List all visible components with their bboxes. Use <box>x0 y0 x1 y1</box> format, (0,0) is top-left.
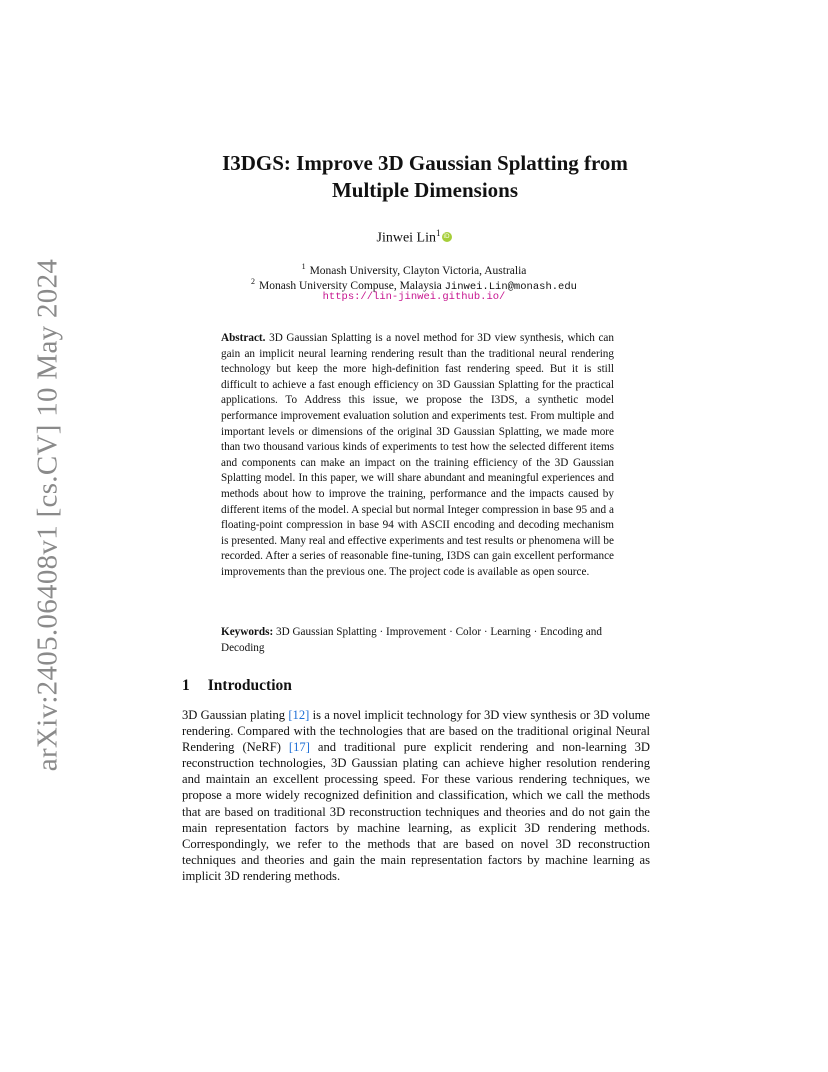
intro-paragraph <box>182 707 650 884</box>
project-url-line <box>0 289 828 305</box>
author-sup: 1 <box>436 228 441 238</box>
author-line <box>0 228 828 247</box>
project-url-link[interactable]: https://lin-jinwei.github.io/ <box>322 291 506 303</box>
intro-text-1: 3D Gaussian plating <box>182 708 289 722</box>
affiliation-1-text: Monash University, Clayton Victoria, Australia <box>309 264 527 277</box>
affiliation-1-number: 1 <box>301 262 306 271</box>
orcid-icon[interactable]: iD <box>443 232 450 240</box>
section-number: 1 <box>182 677 190 694</box>
affiliation-2-text: Monash University Compuse, Malaysia <box>259 279 442 292</box>
section-heading <box>182 677 292 695</box>
author-name: Jinwei Lin <box>376 230 436 246</box>
abstract-text: 3D Gaussian Splatting is a novel method for 3D view synthesis, which can gain an implicit neural learning rendering result than the traditional neural rendering technology but keep the more high-definition fast rendering speed. But it is still difficult to achieve a fast enough efficiency on 3D Gaussian Splatting for the practical applications. To Address this issue, we propose the I3DS, a synthetic model performance improvement evaluation solution and experiments test. From multiple and important levels or dimensions of the original 3D Gaussian Splatting, we made more than two thousand various kinds of experiments to test how the selected different items and components can make an impact on the training efficiency of the 3D Gaussian Splatting model. In this paper, we will share abundant and meaningful experiences and methods about how to improve the training, performance and the impacts caused by different items of the model. A special but normal Integer compression in base 95 and a floating-point compression in base 94 with ASCII encoding and decoding mechanism is presented. Many real and effective experiments and test results or phenomena will be recorded. After a series of reasonable fine-tuning, I3DS can gain excellent performance improvements than the previous one. The project code is available as open source. <box>221 332 614 578</box>
section-title: Introduction <box>207 677 292 694</box>
keywords-text: 3D Gaussian Splatting · Improvement · Color · Learning · Encoding and Decoding <box>221 626 602 654</box>
abstract-label: Abstract. <box>221 332 266 344</box>
arxiv-stamp-text: arXiv:2405.06408v1 [cs.CV] 10 May 2024 <box>31 258 64 772</box>
arxiv-stamp <box>12 0 64 1072</box>
intro-text-3: and traditional pure explicit rendering and non-learning 3D reconstruction technologies, 3D Gaussian plating can achieve higher resolution rendering and maintain an excellent processing speed. For these various rendering techniques, we propose a more widely recognized definition and classification, which we call the methods that are based on traditional 3D reconstruction techniques and theories and do not gain the main representation factors by machine learning, as explicit 3D rendering methods. Correspondingly, we refer to the methods that are based on novel 3D reconstruction techniques and theories and gain the main representation factors by machine learning as implicit 3D rendering methods. <box>182 740 651 883</box>
affiliation-2-number: 2 <box>251 277 256 286</box>
title-line-1: I3DGS: Improve 3D Gaussian Splatting from <box>222 151 628 175</box>
keywords-label: Keywords: <box>221 626 274 638</box>
citation-link-17[interactable]: [17] <box>288 740 310 755</box>
author-email[interactable]: Jinwei.Lin@monash.edu <box>444 280 577 293</box>
paper-title <box>150 150 700 204</box>
intro-text-2: is a novel implicit technology for 3D view synthesis or 3D volume rendering. Compared with the technologies that are based on the traditional original Neural Rendering (NeRF) <box>182 708 651 755</box>
abstract <box>221 331 614 581</box>
keywords <box>221 625 621 656</box>
citation-link-12[interactable]: [12] <box>288 708 310 722</box>
title-line-2: Multiple Dimensions <box>331 178 519 202</box>
